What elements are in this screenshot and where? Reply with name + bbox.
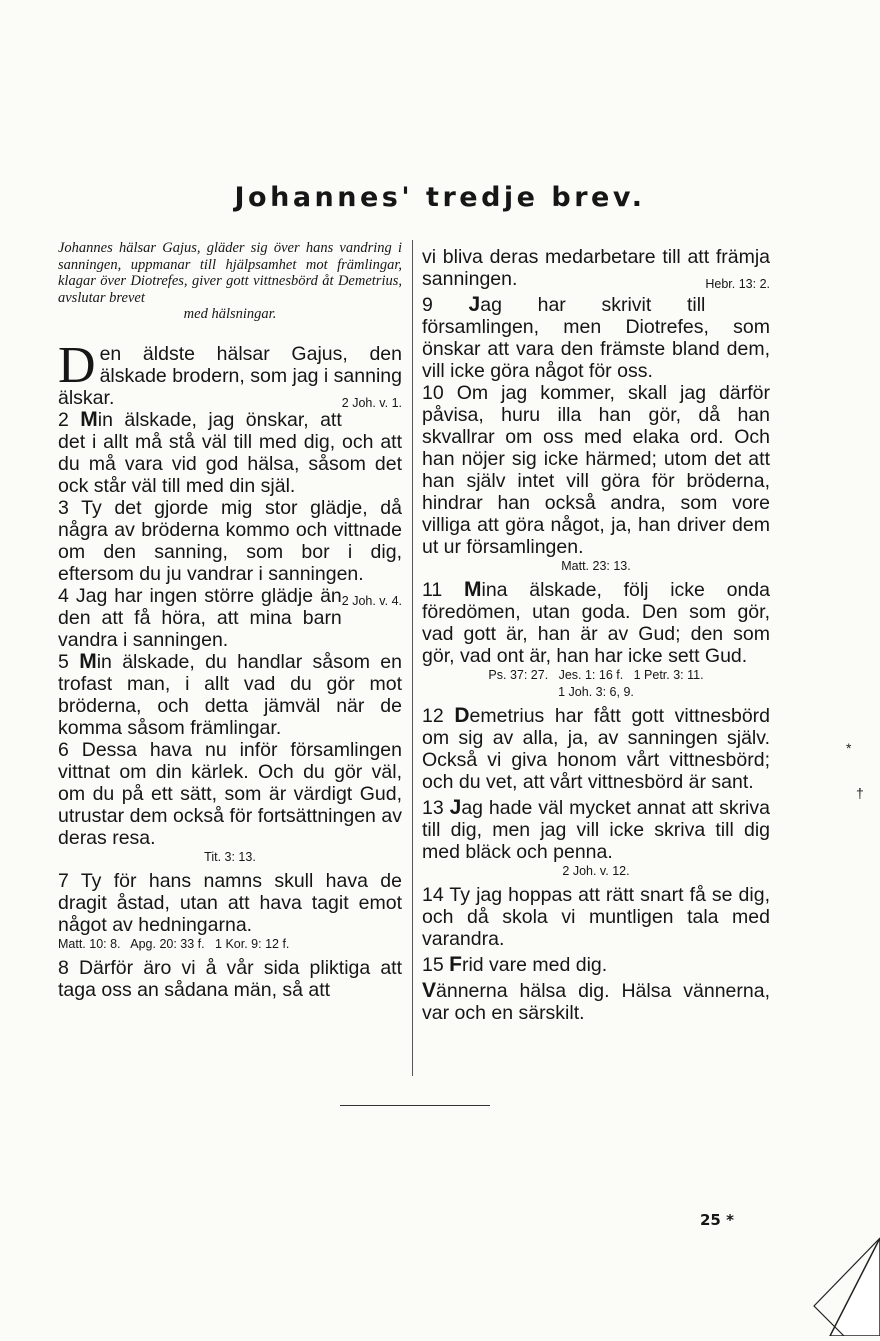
- chapter-summary: Johannes hälsar Gajus, gläder sig över hans vandring i sanningen, uppmanar till hjälpsamhet mot främlingar, klagar över Diotrefes, giver gott vittnesbörd åt Demetrius, avslutar brevet med hälsningar.: [58, 240, 402, 322]
- verse-8-continued: vi bliva deras medarbetare till att främja sanningen. Hebr. 13: 2.: [422, 246, 770, 290]
- verse-8: 8 Därför äro vi å vår sida pliktiga att taga oss an sådana män, så att: [58, 956, 402, 1001]
- cross-reference: Ps. 37: 27. Jes. 1: 16 f. 1 Petr. 3: 11.: [488, 668, 704, 682]
- verse-5: 5 Min älskade, du handlar såsom en trofast man, i allt vad du gör mot bröderna, och detta jämväl när de komma såsom främlingar.: [58, 649, 402, 739]
- verse-14: 14 Ty jag hoppas att rätt snart få se dig, och då skola vi muntligen tala med varandra.: [422, 884, 770, 950]
- cross-reference: 2 Joh. v. 1.: [341, 395, 402, 410]
- cross-reference: 2 Joh. v. 12.: [562, 864, 630, 878]
- cross-reference: 1 Joh. 3: 6, 9.: [558, 685, 634, 699]
- verse-3: 3 Ty det gjorde mig stor glädje, då några av bröderna kommo och vittnade om den sanning, som bor i dig, eftersom du ju vandrar i sanningen. 2 Joh. v. 4.: [58, 497, 402, 585]
- margin-mark: †: [856, 785, 864, 801]
- page-title: Johannes' tredje brev.: [234, 182, 646, 213]
- verse-15: 15 Frid vare med dig.: [422, 953, 608, 976]
- verse-13: 13 Jag hade väl mycket annat att skriva till dig, men jag vill icke skriva till dig med bläck och penna.: [422, 796, 770, 863]
- cross-reference: 2 Joh. v. 4.: [341, 593, 402, 608]
- verse-2: 2 Min älskade, jag önskar, att det i allt må stå väl till med dig, och att du må vara vid god hälsa, såsom det ock står väl till med din själ.: [58, 407, 402, 497]
- verse-6: 6 Dessa hava nu inför församlingen vittnat om din kärlek. Och du gör väl, om du på ett sätt, som är värdigt Gud, utrustar dem också för fortsättningen av deras resa.: [58, 738, 403, 849]
- verse-10: 10 Om jag kommer, skall jag därför påvisa, huru illa han gör, då han skvallrar om oss med elaka ord. Och han nöjer sig icke härmed; utom det att han själv intet vill göra för bröderna, hindrar han också andra, som vore villiga att göra något, ja, han driver dem ut ur församlingen.: [422, 382, 770, 558]
- drop-cap: D: [58, 336, 96, 394]
- right-column: [422, 246, 770, 1024]
- end-rule: [340, 1105, 490, 1106]
- cross-reference: Matt. 10: 8. Apg. 20: 33 f. 1 Kor. 9: 12 f.: [58, 936, 290, 951]
- verse-12: 12 Demetrius har fått gott vittnesbörd om sig av alla, ja, av sanningen själv. Också vi giva honom vårt vittnesbörd; och du vet, att vårt vittnesbörd är sant.: [422, 704, 771, 793]
- cross-reference: Hebr. 13: 2.: [705, 277, 770, 291]
- verse-9: 9 Jag har skrivit till församlingen, men Diotrefes, som önskar att vara den främste bland dem, vill icke göra något för oss.: [422, 293, 770, 382]
- verse-4: 4 Jag har ingen större glädje än den att få höra, att mina barn vandra i sanningen.: [58, 584, 342, 651]
- cross-reference: Tit. 3: 13.: [204, 849, 256, 864]
- column-divider: [412, 240, 413, 1076]
- verse-7: 7 Ty för hans namns skull hava de dragit åstad, utan att hava tagit emot något av hedningarna.: [58, 869, 402, 936]
- verse-1: Den äldste hälsar Gajus, den älskade brodern, som jag i sanning älskar. 2 Joh. v. 1.: [58, 343, 402, 409]
- folded-corner-icon: [800, 1236, 880, 1336]
- closing-greeting: Vännerna hälsa dig. Hälsa vännerna, var och en särskilt.: [422, 979, 770, 1024]
- left-column: [58, 240, 402, 1001]
- verse-11: 11 Mina älskade, följ icke onda föredömen, utan goda. Den som gör, vad gott är, han är av Gud; den som gör, vad ont är, han har icke sett Gud.: [422, 578, 771, 667]
- cross-reference: Matt. 23: 13.: [561, 559, 631, 573]
- page-number: 25 *: [700, 1211, 734, 1229]
- margin-mark: *: [846, 740, 852, 756]
